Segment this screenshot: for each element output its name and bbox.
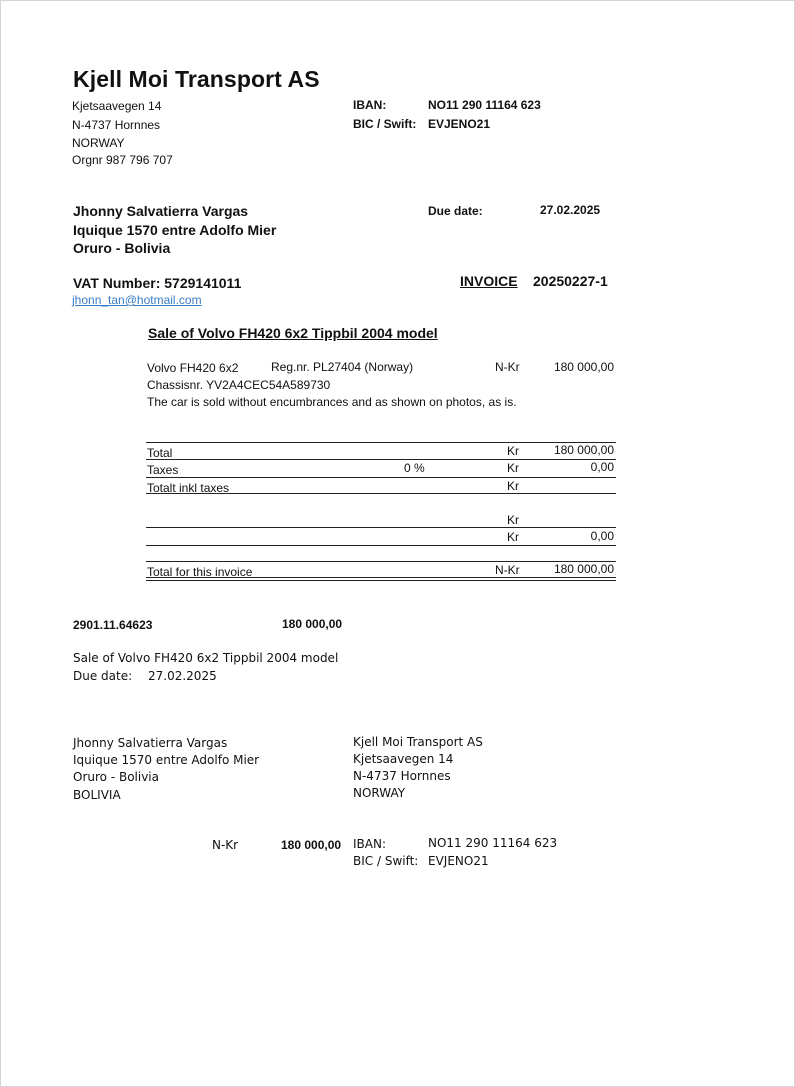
slip-payer-street: Iquique 1570 entre Adolfo Mier [73,753,260,767]
payment-amount: 180 000,00 [282,617,343,631]
total-currency: Kr [507,444,519,458]
taxes-percent: 0 % [404,461,425,475]
slip-amount: 180 000,00 [281,838,342,852]
item-amount: 180 000,00 [553,360,614,374]
item-chassis: Chassisnr. YV2A4CEC54A589730 [147,378,331,392]
slip-iban-value: NO11 290 11164 623 [428,836,558,850]
customer-name: Jhonny Salvatierra Vargas [73,203,249,219]
slip-payee-name: Kjell Moi Transport AS [353,735,483,749]
total-label: Total [147,446,173,460]
invoice-subject: Sale of Volvo FH420 6x2 Tippbil 2004 model [148,325,438,341]
table-double-rule [146,577,616,581]
total-incl-taxes-currency: Kr [507,479,519,493]
blank-row-amount: 0,00 [590,529,614,543]
item-model: Volvo FH420 6x2 [147,361,239,375]
due-date-value: 27.02.2025 [540,203,601,217]
invoice-total-currency: N-Kr [495,563,520,577]
table-rule [146,477,616,478]
taxes-currency: Kr [507,461,519,475]
iban-value: NO11 290 11164 623 [428,98,541,112]
table-rule [146,545,616,546]
slip-payer-name: Jhonny Salvatierra Vargas [73,736,228,750]
slip-payer-city: Oruro - Bolivia [73,770,159,784]
invoice-total-label: Total for this invoice [147,565,253,579]
total-amount: 180 000,00 [553,443,614,457]
item-note: The car is sold without encumbrances and as shown on photos, as is. [147,395,517,409]
slip-bic-label: BIC / Swift: [353,854,419,868]
bic-value: EVJENO21 [428,117,491,131]
customer-city: Oruro - Bolivia [73,240,171,256]
sender-orgnr: Orgnr 987 796 707 [72,153,173,167]
payment-description: Sale of Volvo FH420 6x2 Tippbil 2004 model [73,651,339,665]
slip-payee-street: Kjetsaavegen 14 [353,752,454,766]
slip-payee-country: NORWAY [353,786,406,800]
payment-account: 2901.11.64623 [73,618,153,632]
table-rule [146,527,616,528]
invoice-total-amount: 180 000,00 [553,562,614,576]
customer-street: Iquique 1570 entre Adolfo Mier [73,222,277,238]
taxes-label: Taxes [147,463,179,477]
blank-row-currency: Kr [507,530,519,544]
item-currency: N-Kr [495,360,520,374]
invoice-label: INVOICE [460,273,518,289]
company-name: Kjell Moi Transport AS [73,66,320,92]
invoice-number: 20250227-1 [533,273,608,289]
bic-label: BIC / Swift: [353,117,417,131]
slip-bic-value: EVJENO21 [428,854,489,868]
iban-label: IBAN: [353,98,387,112]
payment-due-label: Due date: [73,669,133,683]
customer-email-link[interactable]: jhonn_tan@hotmail.com [72,293,202,307]
due-date-label: Due date: [428,204,483,218]
slip-payer-country: BOLIVIA [73,788,121,802]
slip-iban-label: IBAN: [353,837,386,851]
total-incl-taxes-label: Totalt inkl taxes [147,481,230,495]
sender-country: NORWAY [72,136,125,150]
sender-postal: N-4737 Hornnes [72,118,161,132]
slip-currency: N-Kr [212,838,239,852]
slip-payee-postal: N-4737 Hornnes [353,769,451,783]
payment-due-value: 27.02.2025 [148,669,217,683]
blank-row-currency: Kr [507,513,519,527]
taxes-amount: 0,00 [590,460,614,474]
item-reg: Reg.nr. PL27404 (Norway) [271,360,414,374]
vat-number: VAT Number: 5729141011 [73,275,242,291]
table-rule [146,493,616,494]
sender-street: Kjetsaavegen 14 [72,99,162,113]
